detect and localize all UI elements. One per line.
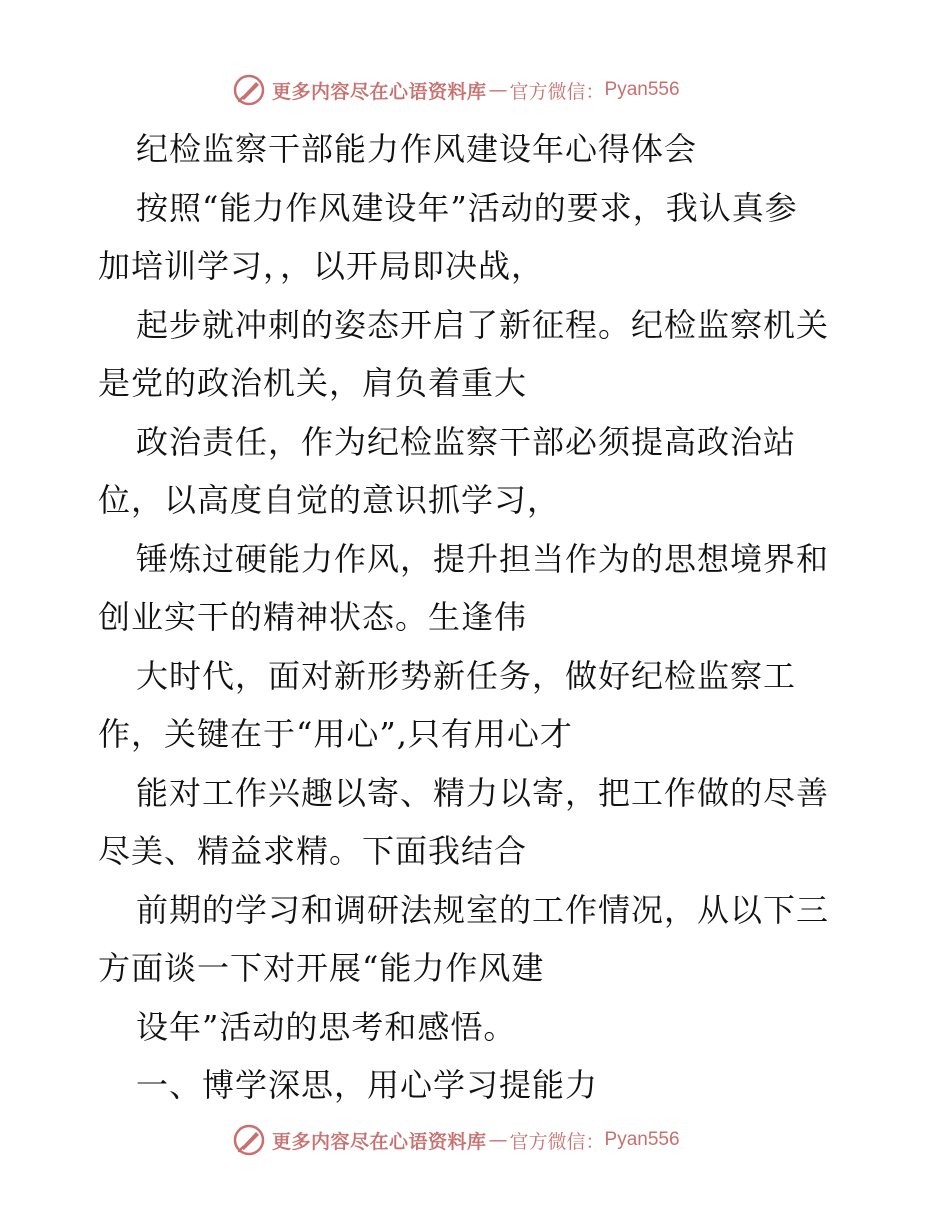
document-body — [98, 120, 868, 1115]
text-line: 尽美、精益求精。下面我结合 — [98, 832, 528, 870]
text-line: 前期的学习和调研法规室的工作情况，从以下三 — [136, 890, 830, 929]
text-line: 锤炼过硬能力作风，提升担当作为的思想境界和 — [136, 539, 830, 578]
text-line: 是党的政治机关，肩负着重大 — [98, 364, 528, 402]
quill-logo-icon — [232, 1123, 266, 1157]
text-line: 加培训学习，，以开局即决战， — [98, 247, 545, 285]
watermark-wechat-id: Pyan556 — [604, 1129, 680, 1150]
watermark-separator: — — [488, 1129, 508, 1151]
section-heading: 一、博学深思，用心学习提能力 — [136, 1066, 599, 1104]
text-line: 创业实干的精神状态。生逢伟 — [98, 598, 528, 636]
text-line: 设年”活动的思考和感悟。 — [136, 1007, 517, 1046]
watermark-wechat-id: Pyan556 — [604, 79, 680, 100]
watermark-separator: — — [488, 79, 508, 101]
watermark-site-text: 更多内容尽在心语资料库 — [272, 1130, 487, 1153]
watermark-wechat-label: 官方微信： — [509, 80, 605, 103]
quill-logo-icon — [232, 73, 266, 107]
text-line: 能对工作兴趣以寄、精力以寄，把工作做的尽善 — [136, 773, 830, 812]
text-line: 大时代，面对新形势新任务，做好纪检监察工 — [136, 656, 797, 695]
text-line: 政治责任，作为纪检监察干部必须提高政治站 — [136, 422, 797, 461]
watermark-site-text: 更多内容尽在心语资料库 — [272, 80, 487, 103]
text-line: 作，关键在于“用心”,只有用心才 — [98, 715, 573, 753]
text-line: 按照“能力作风建设年”活动的要求，我认真参 — [136, 188, 798, 227]
document-title: 纪检监察干部能力作风建设年心得体会 — [136, 130, 698, 168]
text-line: 方面谈一下对开展“能力作风建 — [98, 949, 545, 987]
text-line: 位，以高度自觉的意识抓学习， — [98, 481, 561, 519]
header-watermark — [232, 70, 752, 110]
watermark-wechat-label: 官方微信： — [509, 1130, 605, 1153]
text-line: 起步就冲刺的姿态开启了新征程。纪检监察机关 — [136, 305, 830, 344]
footer-watermark — [232, 1120, 752, 1160]
